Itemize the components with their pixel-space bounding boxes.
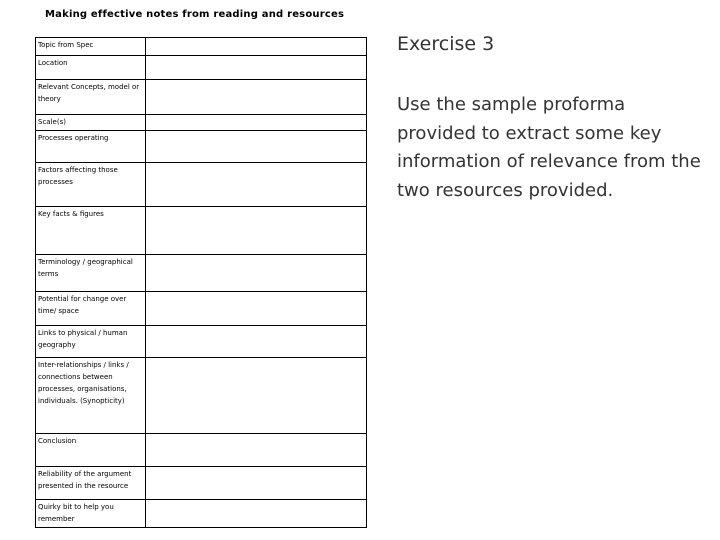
table-row-change — [36, 292, 367, 326]
row-label: Relevant Concepts, model or theory — [36, 80, 146, 115]
row-entry-cell[interactable] — [146, 115, 367, 131]
row-entry-cell[interactable] — [146, 434, 367, 467]
table-row-concepts — [36, 80, 367, 115]
row-label: Factors affecting those processes — [36, 163, 146, 207]
row-entry-cell[interactable] — [146, 131, 367, 163]
row-label: Processes operating — [36, 131, 146, 163]
row-label: Scale(s) — [36, 115, 146, 131]
exercise-title: Exercise 3 — [397, 33, 495, 55]
row-entry-cell[interactable] — [146, 56, 367, 80]
table-row-terminology — [36, 255, 367, 292]
row-entry-cell[interactable] — [146, 500, 367, 528]
table-row-scales — [36, 115, 367, 131]
row-entry-cell[interactable] — [146, 80, 367, 115]
row-label: Reliability of the argument presented in the resource — [36, 467, 146, 500]
row-label: Links to physical / human geography — [36, 326, 146, 358]
row-entry-cell[interactable] — [146, 326, 367, 358]
row-entry-cell[interactable] — [146, 207, 367, 255]
table-row-reliability — [36, 467, 367, 500]
row-label: Potential for change over time/ space — [36, 292, 146, 326]
row-entry-cell[interactable] — [146, 358, 367, 434]
table-row-synopticity — [36, 358, 367, 434]
row-entry-cell[interactable] — [146, 255, 367, 292]
row-label: Quirky bit to help you remember — [36, 500, 146, 528]
table-row-conclusion — [36, 434, 367, 467]
row-entry-cell[interactable] — [146, 467, 367, 500]
table-row-topic — [36, 38, 367, 56]
table-row-quirky-bit — [36, 500, 367, 528]
table-row-processes — [36, 131, 367, 163]
row-entry-cell[interactable] — [146, 163, 367, 207]
notes-proforma-table — [35, 37, 367, 528]
table-row-key-facts — [36, 207, 367, 255]
row-label: Topic from Spec — [36, 38, 146, 56]
row-entry-cell[interactable] — [146, 38, 367, 56]
document-title: Making effective notes from reading and resources — [45, 9, 345, 20]
row-label: Inter-relationships / links / connections between processes, organisations, individuals. (Synopticity) — [36, 358, 146, 434]
row-label: Conclusion — [36, 434, 146, 467]
row-label: Key facts & figures — [36, 207, 146, 255]
exercise-instructions: Use the sample proforma provided to extract some key information of relevance from the two resources provided. — [397, 94, 701, 201]
table-row-location — [36, 56, 367, 80]
table-row-factors — [36, 163, 367, 207]
row-entry-cell[interactable] — [146, 292, 367, 326]
table-row-links — [36, 326, 367, 358]
row-label: Location — [36, 56, 146, 80]
row-label: Terminology / geographical terms — [36, 255, 146, 292]
